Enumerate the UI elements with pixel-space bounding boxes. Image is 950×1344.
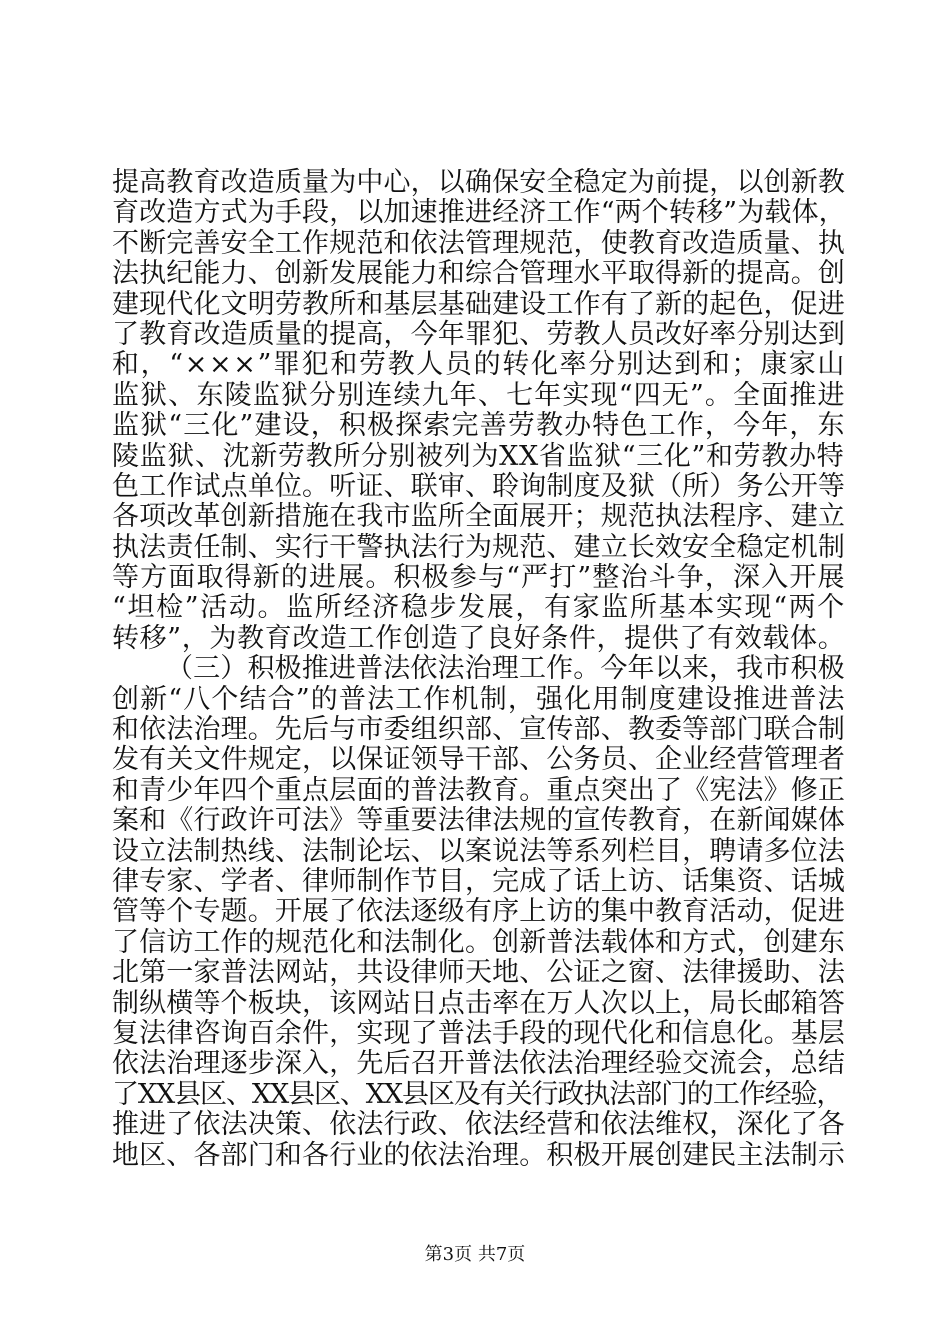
text-line: 陵监狱、沈新劳教所分别被列为XX省监狱“三化”和劳教办特 [112,440,845,472]
text-line: 法执纪能力、创新发展能力和综合管理水平取得新的提高。创 [112,258,846,290]
text-line: 管等个专题。开展了依法逐级有序上访的集中教育活动，促进 [112,896,846,928]
section-heading-line: （三）积极推进普法依法治理工作。今年以来，我市积极 [166,653,845,685]
text-line: 监狱、东陵监狱分别连续九年、七年实现“四无”。全面推进 [112,379,846,411]
text-line: 创新“八个结合”的普法工作机制，强化用制度建设推进普法 [112,683,846,715]
text-line: “坦检”活动。监所经济稳步发展，有家监所基本实现“两个 [112,592,846,624]
text-line: 依法治理逐步深入，先后召开普法依法治理经验交流会，总结 [112,1048,846,1080]
text-line: 不断完善安全工作规范和依法管理规范，使教育改造质量、执 [112,227,846,259]
text-line: 和青少年四个重点层面的普法教育。重点突出了《宪法》修正 [112,774,846,806]
text-line: 色工作试点单位。听证、联审、聆询制度及狱（所）务公开等 [112,470,846,502]
text-line: 地区、各部门和各行业的依法治理。积极开展创建民主法制示 [112,1139,846,1171]
text-line: 提高教育改造质量为中心，以确保安全稳定为前提，以创新教 [112,167,846,198]
text-line: 建现代化文明劳教所和基层基础建设工作有了新的起色，促进 [112,288,846,320]
text-line: 复法律咨询百余件，实现了普法手段的现代化和信息化。基层 [112,1017,846,1049]
text-line: 监狱“三化”建设，积极探索完善劳教办特色工作，今年，东 [112,410,846,442]
text-line: 案和《行政许可法》等重要法律法规的宣传教育，在新闻媒体 [112,805,846,837]
text-line: 了教育改造质量的提高，今年罪犯、劳教人员改好率分别达到 [112,318,846,350]
body-text [112,168,847,1171]
text-line: 转移”，为教育改造工作创造了良好条件，提供了有效载体。 [112,622,846,654]
text-line: 和依法治理。先后与市委组织部、宣传部、教委等部门联合制 [112,714,846,746]
text-line: 发有关文件规定，以保证领导干部、公务员、企业经营管理者 [112,744,846,776]
text-line: 推进了依法决策、依法行政、依法经营和依法维权，深化了各 [112,1109,846,1141]
text-line: 和，“×××”罪犯和劳教人员的转化率分别达到和；康家山 [112,349,847,381]
text-line: 制纵横等个板块，该网站日点击率在万人次以上，局长邮箱答 [112,987,846,1019]
text-line: 各项改革创新措施在我市监所全面展开；规范执法程序、建立 [112,501,846,533]
text-line: 了XX县区、XX县区、XX县区及有关行政执法部门的工作经验， [112,1078,843,1110]
text-line: 设立法制热线、法制论坛、以案说法等系列栏目，聘请多位法 [112,835,846,867]
text-line: 律专家、学者、律师制作节目，完成了话上访、话集资、话城 [112,865,846,897]
text-line: 育改造方式为手段，以加速推进经济工作“两个转移”为载体， [112,197,846,229]
text-line: 等方面取得新的进展。积极参与“严打”整治斗争，深入开展 [112,562,846,594]
page-number-footer: 第3页 共7页 [424,1244,526,1265]
text-line: 北第一家普法网站，共设律师天地、公证之窗、法律援助、法 [112,957,846,989]
text-line: 执法责任制、实行干警执法行为规范、建立长效安全稳定机制 [112,531,846,563]
text-line: 了信访工作的规范化和法制化。创新普法载体和方式，创建东 [112,926,846,958]
